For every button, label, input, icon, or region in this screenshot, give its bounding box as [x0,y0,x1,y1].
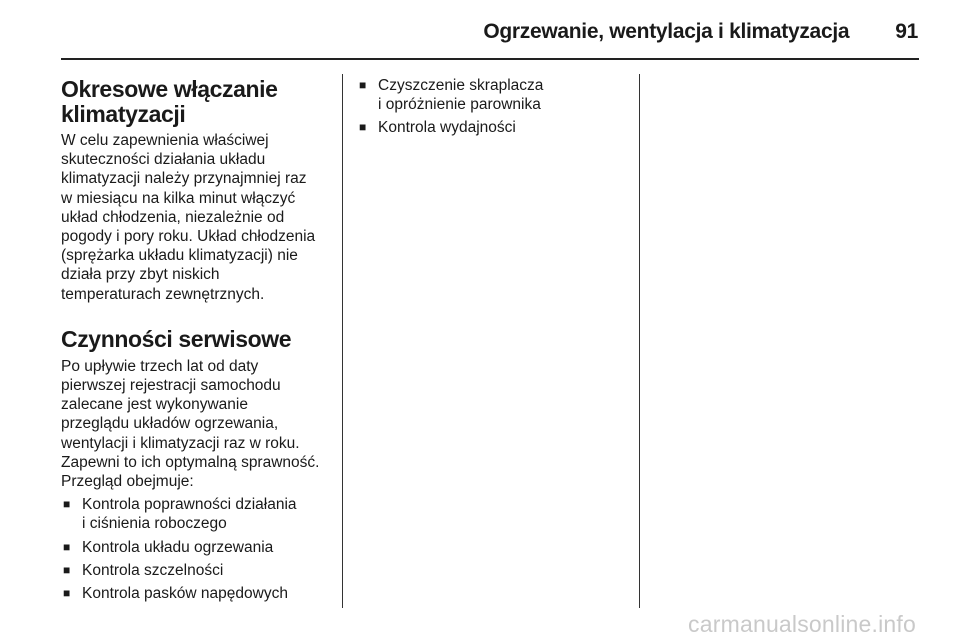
paragraph-service: Po upływie trzech lat od daty pierwszej rejestracji samochodu zalecane jest wykonywanie przeglądu układów ogrzewania, wentylacji i klimatyzacji raz w roku. Zapewni to ich optymalną sprawność. Przegląd obejmuje: [61,357,320,491]
service-checklist [61,495,333,603]
column-divider [342,74,343,608]
square-bullet-icon: ■ [359,120,367,135]
square-bullet-icon: ■ [63,586,71,601]
square-bullet-icon: ■ [63,562,71,577]
list-item-text: Kontrola wydajności [378,119,516,137]
square-bullet-icon: ■ [63,539,71,554]
service-checklist-continued [357,76,627,138]
running-header [483,14,918,50]
heading-service: Czynności serwisowe [61,325,292,352]
list-item [61,561,333,580]
column-middle [357,74,627,142]
section-title: Ogrzewanie, wentylacja i klimatyzacja [483,20,850,43]
heading-periodic-ac: Okresowe włączanie klimatyzacji [61,76,278,127]
list-item [61,495,333,533]
list-item-text: Kontrola pasków napędowych [82,585,288,603]
list-item-text: Kontrola poprawności działania i ciśnienia roboczego [82,496,297,533]
list-item [61,584,333,603]
watermark: carmanualsonline.info [688,611,916,637]
header-rule [61,58,919,60]
page-number: 91 [895,20,918,43]
square-bullet-icon: ■ [63,497,71,512]
square-bullet-icon: ■ [359,78,367,92]
list-item [357,76,627,114]
column-left [61,74,333,607]
list-item-text: Czyszczenie skraplacza i opróżnienie parownika [378,77,544,114]
paragraph-periodic-ac: W celu zapewnienia właściwej skuteczności działania układu klimatyzacji należy przynajmniej raz w miesiącu na kilka minut włączyć układ chłodzenia, niezależnie od pogody i pory roku. Układ chłodzenia (sprężarka układu klimatyzacji) nie działa przy zbyt niskich temperaturach zewnętrznych. [61,132,316,303]
list-item-text: Kontrola układu ogrzewania [82,538,274,556]
column-divider [639,74,640,608]
list-item-text: Kontrola szczelności [82,561,224,579]
list-item [357,118,627,137]
list-item [61,538,333,557]
